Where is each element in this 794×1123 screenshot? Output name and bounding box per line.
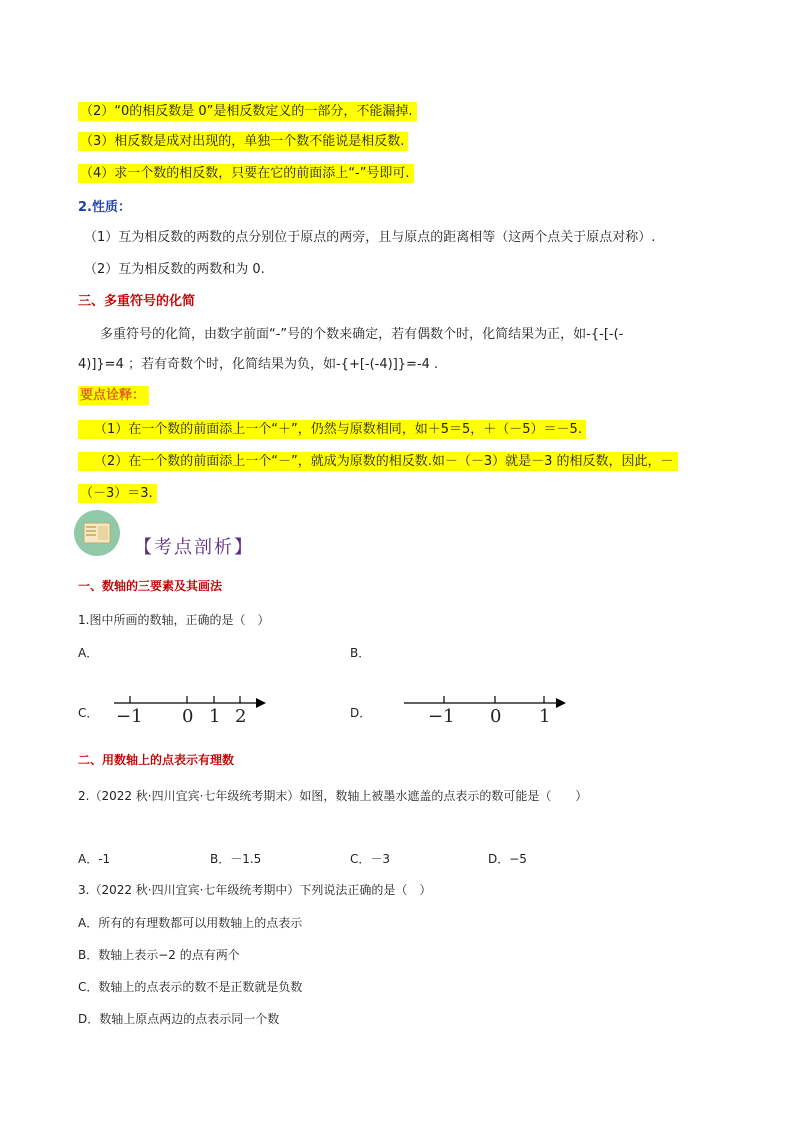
keypoint-2b: （－3）＝3. — [78, 484, 157, 504]
axis-d-label: 1 — [539, 706, 551, 727]
axis-c-label: 2 — [235, 706, 247, 727]
property-heading: 2.性质： — [78, 200, 131, 215]
q2-option-d[interactable]: D．−5 — [488, 852, 527, 866]
keypoint-2a: （2）在一个数的前面添上一个“－”，就成为原数的相反数.如－（－3）就是－3 的相反数，因此，－ — [78, 452, 678, 472]
note-4: （4）求一个数的相反数，只要在它的前面添上“-”号即可. — [78, 164, 414, 184]
axis-c-label: 1 — [209, 706, 221, 727]
section3-heading: 三、多重符号的化简 — [78, 294, 196, 309]
property-1: （1）互为相反数的两数的点分别位于原点的两旁，且与原点的距离相等（这两个点关于原点对称）. — [84, 230, 656, 245]
q1-option-a[interactable]: A． — [78, 646, 99, 660]
q3-option-d[interactable]: D．数轴上原点两边的点表示同一个数 — [78, 1012, 280, 1026]
question-3: 3.（2022 秋·四川宜宾·七年级统考期中）下列说法正确的是（ ） — [78, 883, 432, 897]
keypoint-1: （1）在一个数的前面添上一个“＋”，仍然与原数相同，如＋5＝5，＋（－5）＝－5. — [78, 420, 586, 440]
q3-option-b[interactable]: B．数轴上表示−2 的点有两个 — [78, 948, 240, 962]
q3-option-c[interactable]: C．数轴上的点表示的数不是正数就是负数 — [78, 980, 303, 994]
q2-option-a[interactable]: A．-1 — [78, 852, 111, 866]
axis-c-label: 0 — [182, 706, 194, 727]
part1-heading: 一、数轴的三要素及其画法 — [78, 579, 223, 593]
axis-d-label: −1 — [428, 706, 455, 727]
q2-option-b[interactable]: B．－1.5 — [210, 852, 262, 866]
q1-option-b[interactable]: B． — [350, 646, 371, 660]
part2-heading: 二、用数轴上的点表示有理数 — [78, 753, 235, 767]
question-1: 1.图中所画的数轴，正确的是（ ） — [78, 613, 270, 627]
axis-c-label: −1 — [116, 706, 143, 727]
book-icon — [74, 510, 120, 556]
analysis-title: 【考点剖析】 — [134, 537, 254, 558]
keypoints-heading: 要点诠释： — [78, 386, 149, 406]
question-2: 2.（2022 秋·四川宜宾·七年级统考期末）如图，数轴上被墨水遮盖的点表示的数可能是（ ） — [78, 789, 588, 803]
section3-line1: 多重符号的化简，由数字前面“-”号的个数来确定，若有偶数个时，化简结果为正，如-{-[-(- — [100, 327, 624, 342]
note-2: （2）“0的相反数是 0”是相反数定义的一部分，不能漏掉. — [78, 102, 417, 122]
axis-d-label: 0 — [490, 706, 502, 727]
section3-line2: 4)]}=4 ；若有奇数个时，化简结果为负，如-{+[-(-4)]}=-4 . — [78, 357, 439, 372]
note-3: （3）相反数是成对出现的，单独一个数不能说是相反数. — [78, 132, 408, 152]
q1-option-d[interactable]: D． — [350, 706, 372, 720]
property-2: （2）互为相反数的两数和为 0. — [84, 262, 265, 277]
q2-option-c[interactable]: C．－3 — [350, 852, 391, 866]
q3-option-a[interactable]: A．所有的有理数都可以用数轴上的点表示 — [78, 916, 303, 930]
q1-option-c[interactable]: C． — [78, 706, 99, 720]
